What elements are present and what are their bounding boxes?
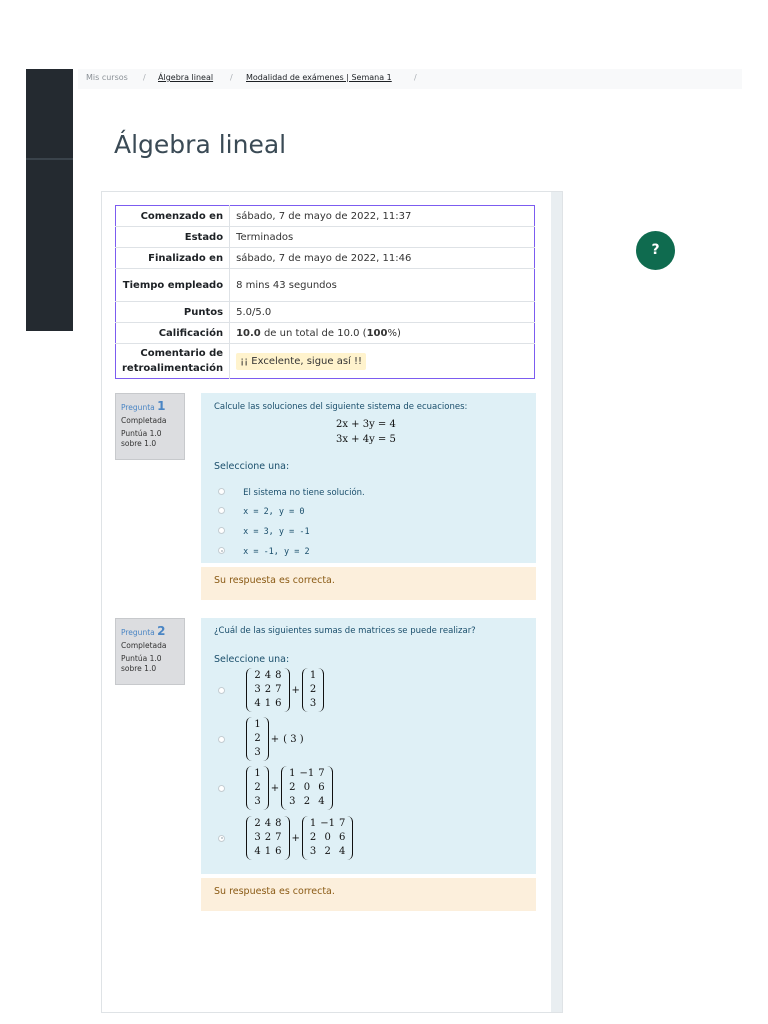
correct-answer-message: Su respuesta es correcta. (214, 575, 335, 586)
grade-bold: 10.0 (236, 327, 261, 339)
matrix-b: 1 −1 7 2 0 6 3 2 4 (281, 766, 333, 810)
grade-mid: de un total de 10.0 ( (260, 327, 367, 339)
summary-key: Estado (116, 227, 230, 248)
summary-value: 8 mins 43 segundos (230, 269, 535, 302)
summary-row (116, 302, 535, 323)
summary-value (230, 344, 535, 379)
answer-option[interactable] (218, 519, 310, 538)
summary-key: Comentario de retroalimentación (116, 344, 230, 379)
summary-row-grade (116, 323, 535, 344)
matrix-b: 1 −1 7 2 0 6 3 2 4 (302, 816, 354, 860)
question-score: Puntúa 1.0 sobre 1.0 (121, 654, 162, 673)
question-state: Completada (121, 641, 167, 650)
answer-option[interactable] (218, 717, 306, 761)
breadcrumb-course[interactable]: Álgebra lineal (158, 73, 214, 82)
summary-row (116, 269, 535, 302)
question-1-feedback (201, 567, 536, 600)
equation-2: 3x + 4y = 5 (336, 434, 396, 445)
summary-row (116, 227, 535, 248)
radio-button[interactable] (218, 527, 225, 534)
breadcrumb (78, 69, 742, 89)
option-label: x = 3, y = -1 (243, 527, 310, 537)
grade-end: %) (387, 327, 401, 339)
scalar-term: ( 3 ) (283, 733, 304, 745)
plus-sign: + (270, 782, 280, 794)
radio-button-checked[interactable] (218, 835, 225, 842)
question-2-feedback (201, 878, 536, 911)
question-label: Pregunta (121, 403, 155, 412)
question-score: Puntúa 1.0 sobre 1.0 (121, 429, 162, 448)
summary-key: Comenzado en (116, 206, 230, 227)
breadcrumb-separator: / (230, 73, 233, 82)
column-vector: 1 2 3 (246, 717, 268, 761)
grade-value (230, 323, 535, 344)
summary-row (116, 248, 535, 269)
breadcrumb-separator: / (143, 73, 146, 82)
summary-value: 5.0/5.0 (230, 302, 535, 323)
question-number: 2 (157, 624, 166, 638)
question-1-info (115, 393, 185, 460)
card-scroll-gutter (551, 192, 562, 1012)
summary-key: Finalizado en (116, 248, 230, 269)
column-vector: 1 2 3 (246, 766, 268, 810)
summary-value: sábado, 7 de mayo de 2022, 11:37 (230, 206, 535, 227)
answer-option-selected[interactable] (218, 539, 310, 558)
option-label: x = -1, y = 2 (243, 547, 310, 557)
plus-sign: + (291, 684, 300, 696)
select-one-label: Seleccione una: (214, 461, 290, 472)
radio-button[interactable] (218, 785, 225, 792)
question-label: Pregunta (121, 628, 155, 637)
correct-answer-message: Su respuesta es correcta. (214, 886, 335, 897)
plus-sign: + (270, 733, 280, 745)
question-1-content (201, 393, 536, 563)
rail-divider (26, 158, 73, 160)
question-number: 1 (157, 399, 166, 413)
matrix-a: 2 4 8 3 2 7 4 1 6 (246, 816, 289, 860)
radio-button[interactable] (218, 736, 225, 743)
summary-value: Terminados (230, 227, 535, 248)
breadcrumb-separator: / (414, 73, 417, 82)
breadcrumb-mis-cursos[interactable]: Mis cursos (86, 73, 128, 82)
question-2-info (115, 618, 185, 685)
column-vector: 1 2 3 (302, 668, 324, 712)
radio-button[interactable] (218, 507, 225, 514)
summary-key: Tiempo empleado (116, 269, 230, 302)
answer-option[interactable] (218, 499, 305, 518)
answer-option[interactable] (218, 766, 333, 810)
question-2-content (201, 618, 536, 874)
help-button[interactable]: ? (636, 231, 675, 270)
breadcrumb-section[interactable]: Modalidad de exámenes | Semana 1 (246, 73, 392, 82)
matrix-a: 2 4 8 3 2 7 4 1 6 (246, 668, 289, 712)
summary-key: Puntos (116, 302, 230, 323)
answer-option[interactable] (218, 668, 324, 712)
plus-sign: + (291, 832, 300, 844)
question-state: Completada (121, 416, 167, 425)
equation-1: 2x + 3y = 4 (336, 419, 396, 430)
question-text: ¿Cuál de las siguientes sumas de matrices se puede realizar? (214, 626, 476, 636)
summary-key: Calificación (116, 323, 230, 344)
feedback-badge: ¡¡ Excelente, sigue así !! (236, 353, 366, 370)
summary-value: sábado, 7 de mayo de 2022, 11:46 (230, 248, 535, 269)
radio-button-checked[interactable] (218, 547, 225, 554)
page-title: Álgebra lineal (114, 130, 287, 159)
nav-drawer (26, 69, 73, 331)
summary-row (116, 206, 535, 227)
answer-option-selected[interactable] (218, 816, 353, 860)
grade-percent: 100 (366, 327, 388, 339)
quiz-summary-table (115, 205, 535, 379)
summary-row-feedback (116, 344, 535, 379)
question-text: Calcule las soluciones del siguiente sistema de ecuaciones: (214, 402, 468, 412)
answer-option[interactable] (218, 480, 365, 499)
select-one-label: Seleccione una: (214, 654, 290, 665)
option-label: El sistema no tiene solución. (243, 488, 365, 498)
option-label: x = 2, y = 0 (243, 507, 305, 517)
radio-button[interactable] (218, 687, 225, 694)
radio-button[interactable] (218, 488, 225, 495)
